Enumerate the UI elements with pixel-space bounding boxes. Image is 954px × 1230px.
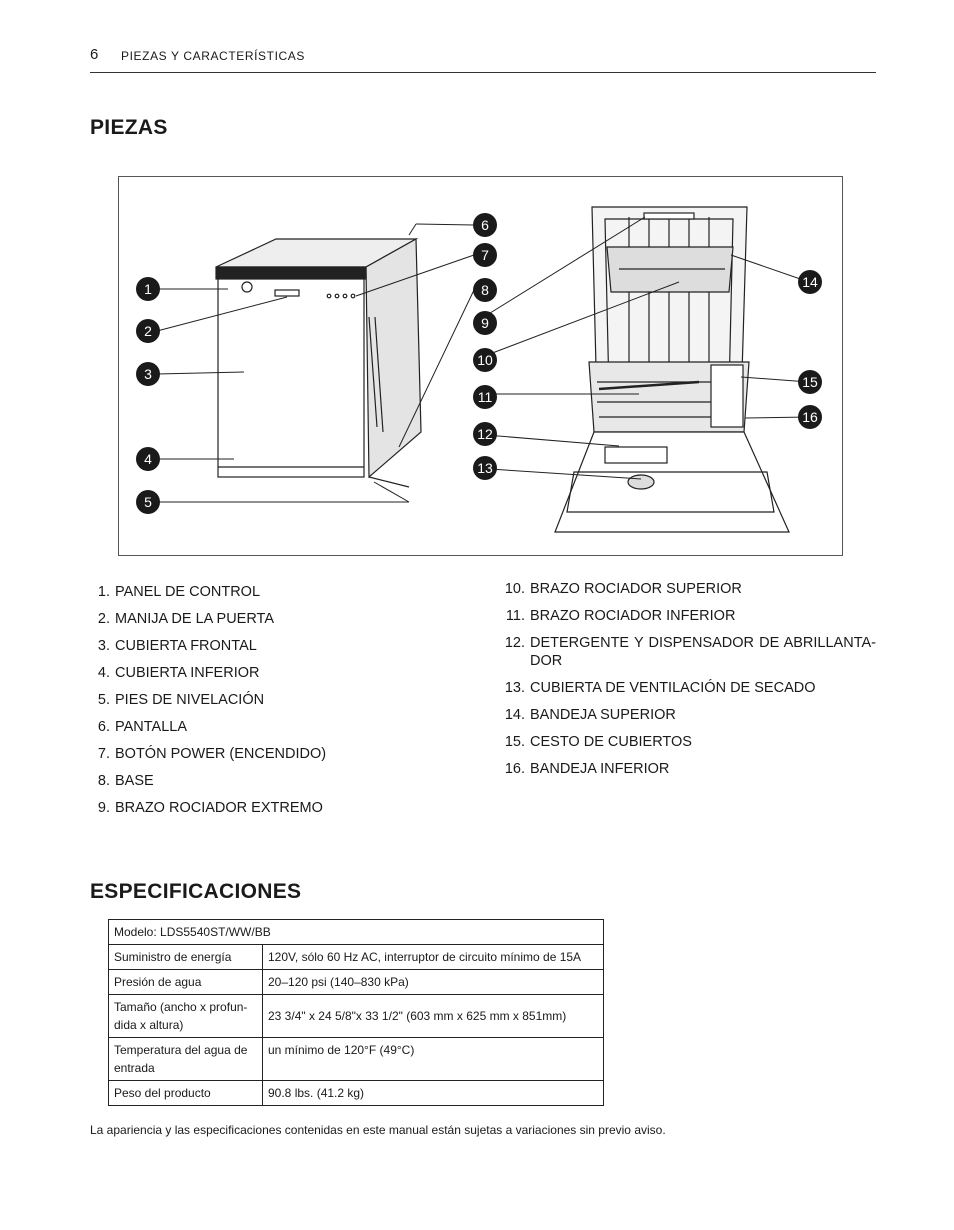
list-item: 15. CESTO DE CUBIERTOS [504, 734, 692, 750]
dishwasher-diagram [118, 176, 843, 556]
callout-13 [473, 456, 497, 480]
list-item: 11. BRAZO ROCIADOR INFERIOR [505, 608, 736, 624]
list-item: 7. BOTÓN POWER (ENCENDIDO) [97, 746, 327, 762]
table-row: Peso del producto 90.8 lbs. (41.2 kg) [109, 1081, 604, 1106]
svg-text:15: 15 [802, 374, 818, 390]
svg-text:16: 16 [802, 409, 818, 425]
list-item: 14. BANDEJA SUPERIOR [504, 707, 676, 723]
svg-text:6: 6 [481, 217, 489, 233]
parts-list-right [500, 580, 876, 787]
table-row: Presión de agua 20–120 psi (140–830 kPa) [109, 970, 604, 995]
list-item: 1. PANEL DE CONTROL [97, 584, 261, 600]
callout-6 [473, 213, 497, 237]
list-item: 12. DETERGENTE Y DISPENSADOR DE ABRILLANTA-DOR [504, 635, 876, 669]
table-row: Tamaño (ancho x profun-dida x altura) 23 3/4" x 24 5/8"x 33 1/2" (603 mm x 625 mm x 851mm) [109, 995, 604, 1038]
svg-text:2: 2 [144, 323, 152, 339]
header-rule [90, 72, 876, 73]
callout-14 [798, 270, 822, 294]
callout-5 [136, 490, 160, 514]
callout-9 [473, 311, 497, 335]
svg-text:4: 4 [144, 451, 152, 467]
callout-4 [136, 447, 160, 471]
callout-8 [473, 278, 497, 302]
svg-text:7: 7 [481, 247, 489, 263]
svg-text:3: 3 [144, 366, 152, 382]
list-item: 3. CUBIERTA FRONTAL [97, 638, 257, 654]
callout-1 [136, 277, 160, 301]
specs-title: ESPECIFICACIONES [90, 880, 302, 903]
table-row: Temperatura del agua de entrada un mínimo de 120°F (49°C) [109, 1038, 604, 1081]
list-item: 9. BRAZO ROCIADOR EXTREMO [97, 800, 323, 816]
list-item: 16. BANDEJA INFERIOR [504, 761, 670, 777]
svg-text:13: 13 [477, 460, 493, 476]
specs-table [108, 919, 604, 1106]
control-panel-strip [216, 267, 366, 279]
table-row [109, 920, 604, 945]
front-cover [218, 279, 364, 477]
list-item: 4. CUBIERTA INFERIOR [97, 665, 260, 681]
callout-11 [473, 385, 497, 409]
svg-text:10: 10 [477, 352, 493, 368]
list-item: 8. BASE [97, 773, 154, 789]
callout-15 [798, 370, 822, 394]
svg-text:8: 8 [481, 282, 489, 298]
parts-title: PIEZAS [90, 116, 168, 139]
open-door [555, 432, 789, 532]
callout-3 [136, 362, 160, 386]
svg-text:11: 11 [477, 389, 493, 405]
svg-text:14: 14 [802, 274, 818, 290]
svg-text:9: 9 [481, 315, 489, 331]
callout-10 [473, 348, 497, 372]
svg-text:1: 1 [144, 281, 152, 297]
page-number: 6 [90, 46, 99, 63]
svg-text:5: 5 [144, 494, 152, 510]
model-cell: Modelo: LDS5540ST/WW/BB [109, 920, 604, 945]
footnote: La apariencia y las especificaciones contenidas en este manual están sujetas a variaciones sin previo aviso. [90, 1123, 666, 1137]
list-item: 6. PANTALLA [97, 719, 187, 735]
cutlery-basket [711, 365, 743, 427]
section-header: PIEZAS Y CARACTERÍSTICAS [121, 49, 305, 63]
list-item: 2. MANIJA DE LA PUERTA [97, 611, 275, 627]
list-item: 13. CUBIERTA DE VENTILACIÓN DE SECADO [504, 680, 816, 696]
list-item: 10. BRAZO ROCIADOR SUPERIOR [504, 581, 742, 597]
parts-list-left [90, 584, 450, 827]
dishwasher-side [366, 239, 421, 477]
callout-16 [798, 405, 822, 429]
callout-7 [473, 243, 497, 267]
callout-2 [136, 319, 160, 343]
svg-text:12: 12 [477, 426, 493, 442]
dishwasher-illustration [119, 177, 844, 557]
table-row: Suministro de energía 120V, sólo 60 Hz AC, interruptor de circuito mínimo de 15A [109, 945, 604, 970]
callout-12 [473, 422, 497, 446]
list-item: 5. PIES DE NIVELACIÓN [97, 692, 265, 708]
